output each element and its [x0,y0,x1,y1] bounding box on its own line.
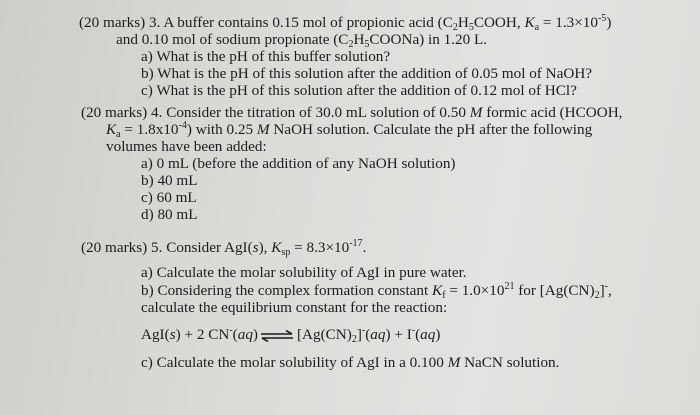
q4-part-c: c) 60 mL [141,189,197,206]
q3-part-a: a) What is the pH of this buffer solution? [141,48,391,65]
q3-marks: (20 marks) 3. [79,14,161,31]
q3-line-2: and 0.10 mol of sodium propionate $(C_2H_5COONa)$ in 1.20 L. [116,31,488,50]
q4-part-a: a) 0 mL (before the addition of any NaOH solution) [141,155,456,172]
q4-part-b: b) 40 mL [141,172,198,189]
equilibrium-arrow-icon [260,330,294,342]
q4-line-3: volumes have been added: [106,138,267,155]
q5-part-b-line-1: b) Considering the complex formation constant $K_f = 1.0\times 10^{21}$ for $[Ag(CN)_2]^-$, [141,281,612,301]
q4-line-1: (20 marks) 4. Consider the titration of 30.0 mL solution of 0.50 M formic acid (HCOOH, [81,104,623,121]
q4-part-d: d) 80 mL [141,206,198,223]
q3-part-c: c) What is the pH of this solution after the addition of 0.12 mol of HCl? [141,82,577,99]
q3-line-1: (20 marks) 3. A buffer contains 0.15 mol of propionic acid ($C_2H_5COOH$, $K_a = 1.3\times 10^{-5}$) [79,13,612,33]
q5-reaction: AgI(s) + 2 CN-(aq) $[Ag(CN)_2]^-(aq) + I^-(aq)$ [141,325,441,345]
q5-part-a: a) Calculate the molar solubility of AgI in pure water. [141,264,467,281]
q5-line-1: (20 marks) 5. Consider AgI(s), $K_{sp} = 8.3\times 10^{-17}$. [81,238,367,258]
q3-part-b: b) What is the pH of this solution after the addition of 0.05 mol of NaOH? [141,65,593,82]
q5-part-b-line-2: calculate the equilibrium constant for the reaction: [141,299,448,316]
q5-part-c: c) Calculate the molar solubility of AgI in a 0.100 M NaCN solution. [141,354,560,371]
q4-line-2: $K_a = 1.8x10^{-4}$) with 0.25 M NaOH solution. Calculate the pH after the following [106,120,593,140]
